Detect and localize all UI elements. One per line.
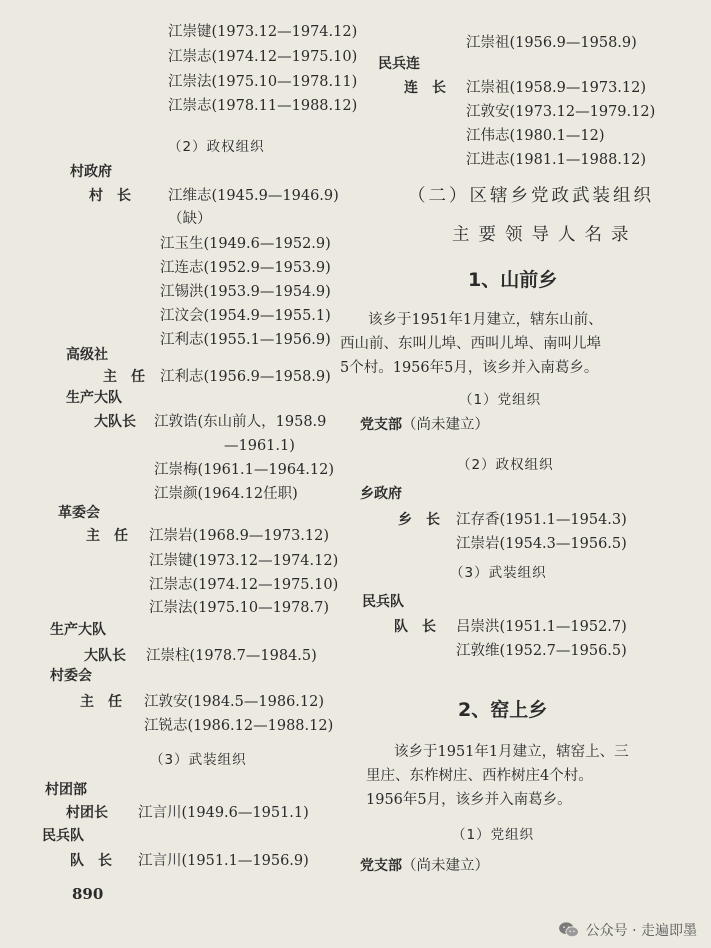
township-heading: 1、山前乡: [468, 269, 558, 291]
role-title: 村 长: [89, 188, 131, 204]
section-title: （二）区辖乡党政武装组织: [408, 186, 654, 206]
entry: 江敦安(1984.5—1986.12): [144, 694, 325, 710]
org-heading: 村政府: [70, 164, 112, 180]
section-heading: （3）武装组织: [450, 565, 547, 581]
org-heading: 乡政府: [360, 486, 402, 502]
entry: 吕崇洪(1951.1—1952.7): [456, 619, 627, 635]
entry: 江敦安(1973.12—1979.12): [466, 104, 656, 120]
org-heading: 民兵队: [362, 594, 404, 610]
org-heading: 村委会: [50, 668, 92, 684]
entry: 江崇祖(1958.9—1973.12): [466, 80, 647, 96]
org-heading: 生产大队: [66, 390, 122, 406]
wechat-icon: [558, 921, 580, 939]
entry: （缺）: [168, 211, 212, 227]
entry: 江崇梅(1961.1—1964.12): [154, 462, 335, 478]
entry: 江崇键(1973.12—1974.12): [168, 24, 358, 40]
para-line: 该乡于1951年1月建立，辖东山前、: [368, 312, 603, 328]
entry: 江崇志(1974.12—1975.10): [168, 49, 358, 65]
role-title: 主 任: [86, 528, 128, 544]
section-heading: （1）党组织: [452, 827, 535, 843]
role-title: 连 长: [404, 80, 446, 96]
para-line: 该乡于1951年1月建立，辖窑上、三: [394, 744, 629, 760]
entry: 江崇志(1974.12—1975.10): [149, 577, 339, 593]
entry: 江崇岩(1954.3—1956.5): [456, 536, 627, 552]
party-branch: [360, 856, 489, 876]
para-line: 里庄、东柞树庄、西柞树庄4个村。: [366, 768, 593, 784]
section-heading: （2）政权组织: [168, 139, 265, 155]
entry: 江利志(1956.9—1958.9): [160, 369, 331, 385]
page-number: 890: [72, 885, 104, 903]
party-branch: [360, 415, 489, 435]
note: （尚未建立）: [402, 417, 489, 433]
entry: 江崇志(1978.11—1988.12): [168, 98, 358, 114]
role-title: 队 长: [394, 619, 436, 635]
entry: 江连志(1952.9—1953.9): [160, 260, 331, 276]
entry: 江敦诰(东山前人，1958.9: [154, 414, 327, 430]
entry: 江崇柱(1978.7—1984.5): [146, 648, 317, 664]
org-heading: 村团部: [45, 782, 87, 798]
township-description: [340, 308, 603, 380]
watermark-text: 公众号 · 走遍即墨: [585, 923, 697, 939]
entry: 江锐志(1986.12—1988.12): [144, 718, 334, 734]
entry: 江崇颜(1964.12任职): [154, 486, 298, 502]
watermark: [558, 920, 697, 940]
section-title: 主要领导人名录: [452, 225, 638, 245]
entry: 江崇法(1975.10—1978.7): [149, 600, 330, 616]
role-title: 大队长: [94, 414, 136, 430]
role-title: 主 任: [80, 694, 122, 710]
entry: 江汶会(1954.9—1955.1): [160, 308, 331, 324]
entry: 江利志(1955.1—1956.9): [160, 332, 331, 348]
org-heading: 民兵连: [378, 56, 420, 72]
role-title: 乡 长: [398, 512, 440, 528]
org-heading: 党支部: [360, 417, 402, 433]
role-title: 村团长: [66, 805, 108, 821]
org-heading: 党支部: [360, 858, 402, 874]
org-heading: 高级社: [66, 347, 108, 363]
entry: 江崇岩(1968.9—1973.12): [149, 528, 330, 544]
entry: 江存香(1951.1—1954.3): [456, 512, 627, 528]
entry: 江进志(1981.1—1988.12): [466, 152, 647, 168]
role-title: 队 长: [70, 853, 112, 869]
entry: —1961.1): [224, 438, 295, 454]
section-heading: （3）武装组织: [150, 752, 247, 768]
section-heading: （2）政权组织: [457, 457, 554, 473]
section-heading: （1）党组织: [459, 392, 542, 408]
township-description: [366, 740, 629, 812]
entry: 江崇法(1975.10—1978.11): [168, 74, 358, 90]
entry: 江维志(1945.9—1946.9): [168, 188, 339, 204]
entry: 江崇祖(1956.9—1958.9): [466, 35, 637, 51]
entry: 江言川(1949.6—1951.1): [138, 805, 309, 821]
para-line: 1956年5月，该乡并入南葛乡。: [366, 792, 572, 808]
org-heading: 民兵队: [42, 828, 84, 844]
entry: 江锡洪(1953.9—1954.9): [160, 284, 331, 300]
entry: 江敦维(1952.7—1956.5): [456, 643, 627, 659]
entry: 江伟志(1980.1—12): [466, 128, 605, 144]
org-heading: 生产大队: [50, 622, 106, 638]
org-heading: 革委会: [58, 505, 100, 521]
para-line: 西山前、东叫儿埠、西叫儿埠、南叫儿埠: [340, 336, 601, 352]
entry: 江玉生(1949.6—1952.9): [160, 236, 331, 252]
para-line: 5个村。1956年5月，该乡并入南葛乡。: [340, 360, 599, 376]
role-title: 主 任: [103, 369, 145, 385]
township-heading: 2、窑上乡: [458, 699, 548, 721]
entry: 江崇键(1973.12—1974.12): [149, 553, 339, 569]
note: （尚未建立）: [402, 858, 489, 874]
entry: 江言川(1951.1—1956.9): [138, 853, 309, 869]
role-title: 大队长: [84, 648, 126, 664]
